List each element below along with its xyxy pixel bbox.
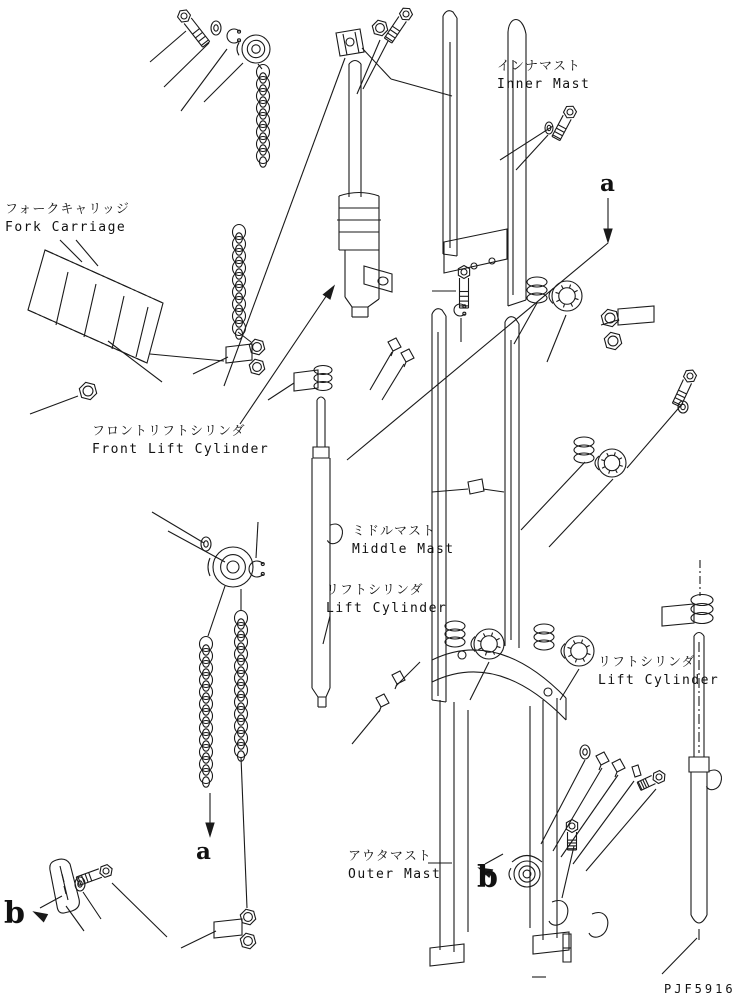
marker-b-middle: b [477, 860, 498, 895]
label-inner-mast [497, 58, 590, 94]
label-fork-carriage-jp: フォークキャリッジ [5, 202, 130, 217]
label-lift-cylinder-middle [326, 582, 447, 618]
label-middle-mast-en: Middle Mast [352, 542, 455, 557]
label-middle-mast-jp: ミドルマスト [352, 524, 437, 539]
label-fork-carriage [5, 201, 130, 237]
marker-a-top: a [600, 170, 615, 197]
label-lift-cylinder-right-jp: リフトシリンダ [598, 655, 696, 670]
label-fork-carriage-en: Fork Carriage [5, 220, 127, 235]
label-middle-mast [352, 523, 455, 559]
label-lift-cylinder-right-en: Lift Cylinder [598, 673, 720, 688]
label-lift-cylinder-right [598, 654, 719, 690]
marker-b-left: b [4, 896, 25, 931]
label-front-lift-cylinder [92, 423, 269, 459]
label-lift-cylinder-middle-en: Lift Cylinder [326, 601, 448, 616]
label-front-lift-cylinder-en: Front Lift Cylinder [92, 442, 270, 457]
label-inner-mast-en: Inner Mast [497, 77, 591, 92]
label-outer-mast-en: Outer Mast [348, 867, 442, 882]
label-inner-mast-jp: インナマスト [497, 59, 582, 74]
label-outer-mast [348, 848, 441, 884]
drawing-number: PJF5916 [664, 982, 736, 996]
label-lift-cylinder-middle-jp: リフトシリンダ [326, 583, 424, 598]
marker-a-bottom: a [196, 838, 211, 865]
label-front-lift-cylinder-jp: フロントリフトシリンダ [92, 424, 246, 439]
label-outer-mast-jp: アウタマスト [348, 849, 432, 864]
